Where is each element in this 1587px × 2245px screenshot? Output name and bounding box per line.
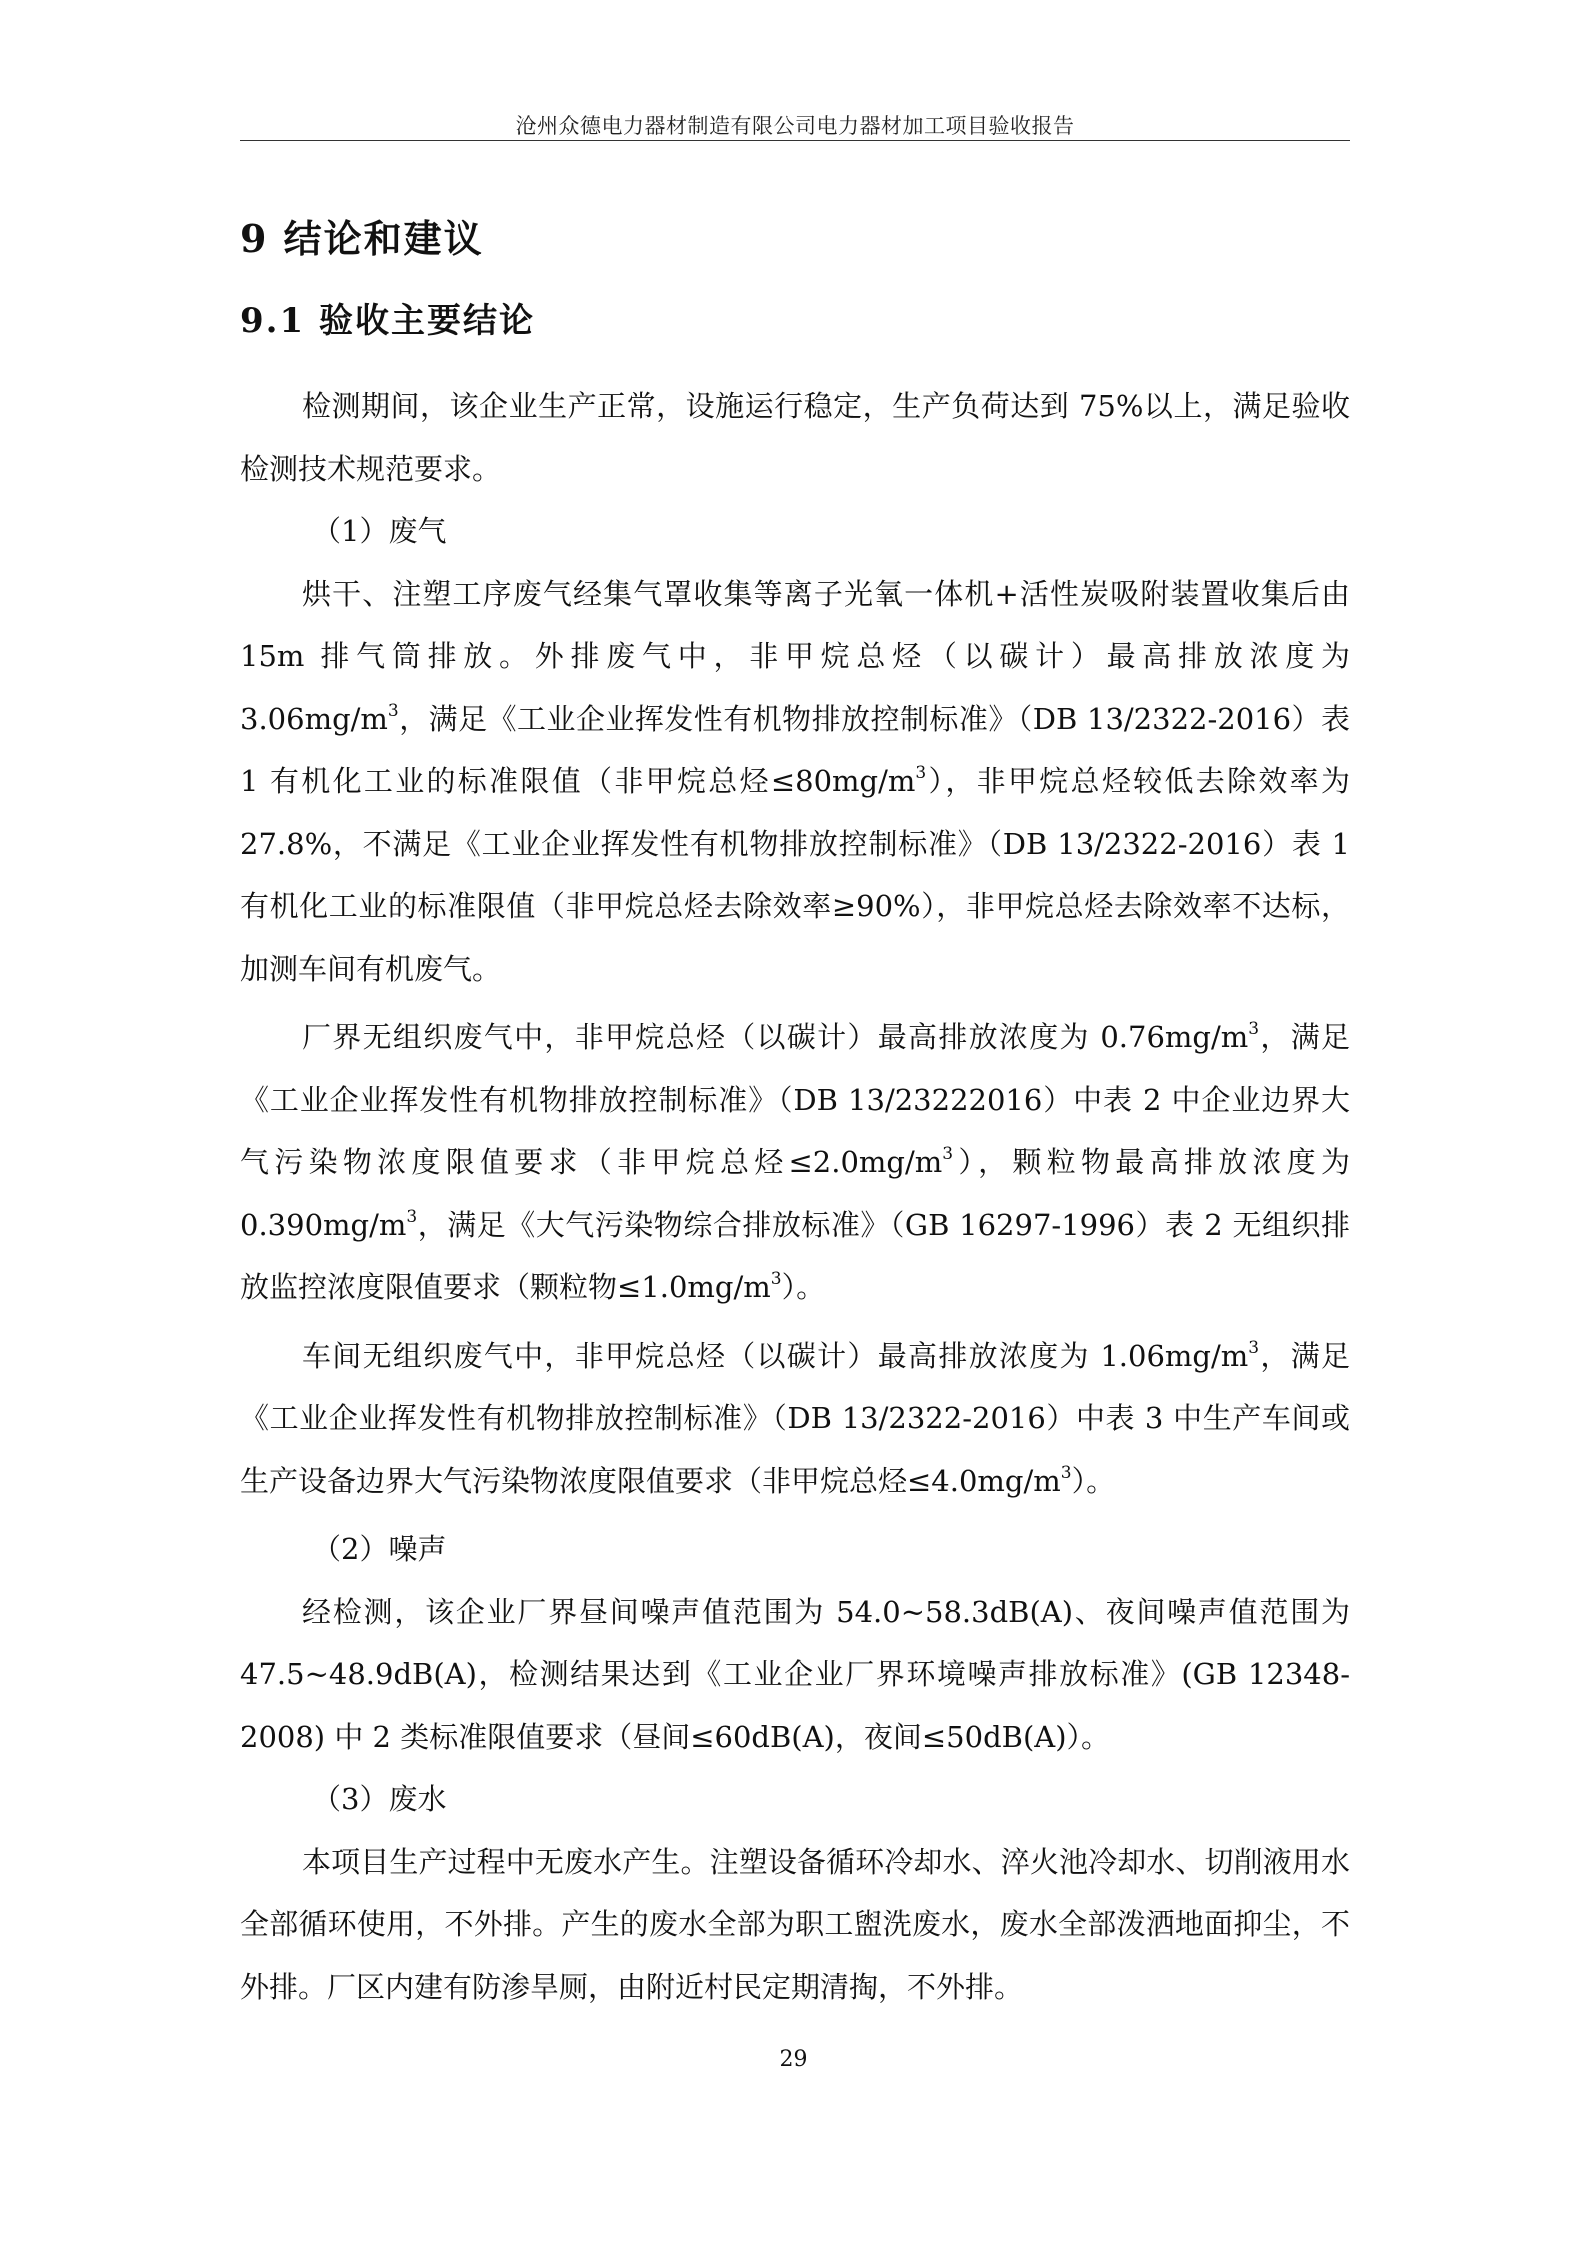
- page-number: 29: [779, 2047, 808, 2072]
- body-text: [240, 375, 1350, 2018]
- running-header: 沧州众德电力器材制造有限公司电力器材加工项目验收报告: [515, 114, 1075, 138]
- wastewater-paragraph: 本项目生产过程中无废水产生。注塑设备循环冷却水、淬火池冷却水、切削液用水全部循环使用，不外排。产生的废水全部为职工盥洗废水，废水全部泼洒地面抑尘，不外排。厂区内建有防渗旱厕，由附近村民定期清掏，不外排。: [240, 1844, 1350, 2004]
- waste-gas-paragraph-2: 厂界无组织废气中，非甲烷总烃（以碳计）最高排放浓度为 $0.76mg/m^3$，满足《工业企业挥发性有机物排放控制标准》（DB 13/23222016）中表 2 中企业边界大气污染物浓度限值要求（非甲烷总烃$\le 2.0mg/m^3$），颗粒物最高排放浓度为 $0.390mg/m^3$，满足《大气污染物综合排放标准》（GB 16297-1996）表 2 无组织排放监控浓度限值要求（颗粒物$\le 1.0mg/m^3$）。: [240, 1019, 1350, 1304]
- wastewater-heading: （3）废水: [312, 1782, 447, 1816]
- noise-paragraph: 经检测，该企业厂界昼间噪声值范围为 54.0~58.3dB(A)、夜间噪声值范围为 47.5~48.9dB(A)，检测结果达到《工业企业厂界环境噪声排放标准》(GB 12348-2008) 中 2 类标准限值要求（昼间≤60dB(A)，夜间≤50dB(A)）。: [240, 1594, 1350, 1754]
- section-title: 9 结论和建议: [240, 216, 484, 261]
- waste-gas-heading: （1）废气: [312, 514, 447, 548]
- subsection-title: 9.1 验收主要结论: [240, 301, 535, 341]
- intro-paragraph: 检测期间，该企业生产正常，设施运行稳定，生产负荷达到 75%以上，满足验收检测技术规范要求。: [240, 389, 1350, 486]
- header-divider: [240, 140, 1350, 141]
- noise-heading: （2）噪声: [312, 1532, 447, 1566]
- waste-gas-paragraph-1: 烘干、注塑工序废气经集气罩收集等离子光氧一体机+活性炭吸附装置收集后由 15m 排气筒排放。外排废气中，非甲烷总烃（以碳计）最高排放浓度为 $3.06mg/m^3$，满足《工业企业挥发性有机物排放控制标准》（DB 13/2322-2016）表 1 有机化工业的标准限值（非甲烷总烃$\le 80mg/m^3$），非甲烷总烃较低去除效率为 27.8%，不满足《工业企业挥发性有机物排放控制标准》（DB 13/2322-2016）表 1 有机化工业的标准限值（非甲烷总烃去除效率≥90%），非甲烷总烃去除效率不达标，加测车间有机废气。: [240, 576, 1350, 986]
- waste-gas-paragraph-3: 车间无组织废气中，非甲烷总烃（以碳计）最高排放浓度为 $1.06mg/m^3$，满足《工业企业挥发性有机物排放控制标准》（DB 13/2322-2016）中表 3 中生产车间或生产设备边界大气污染物浓度限值要求（非甲烷总烃$\le 4.0mg/m^3$）。: [240, 1337, 1350, 1498]
